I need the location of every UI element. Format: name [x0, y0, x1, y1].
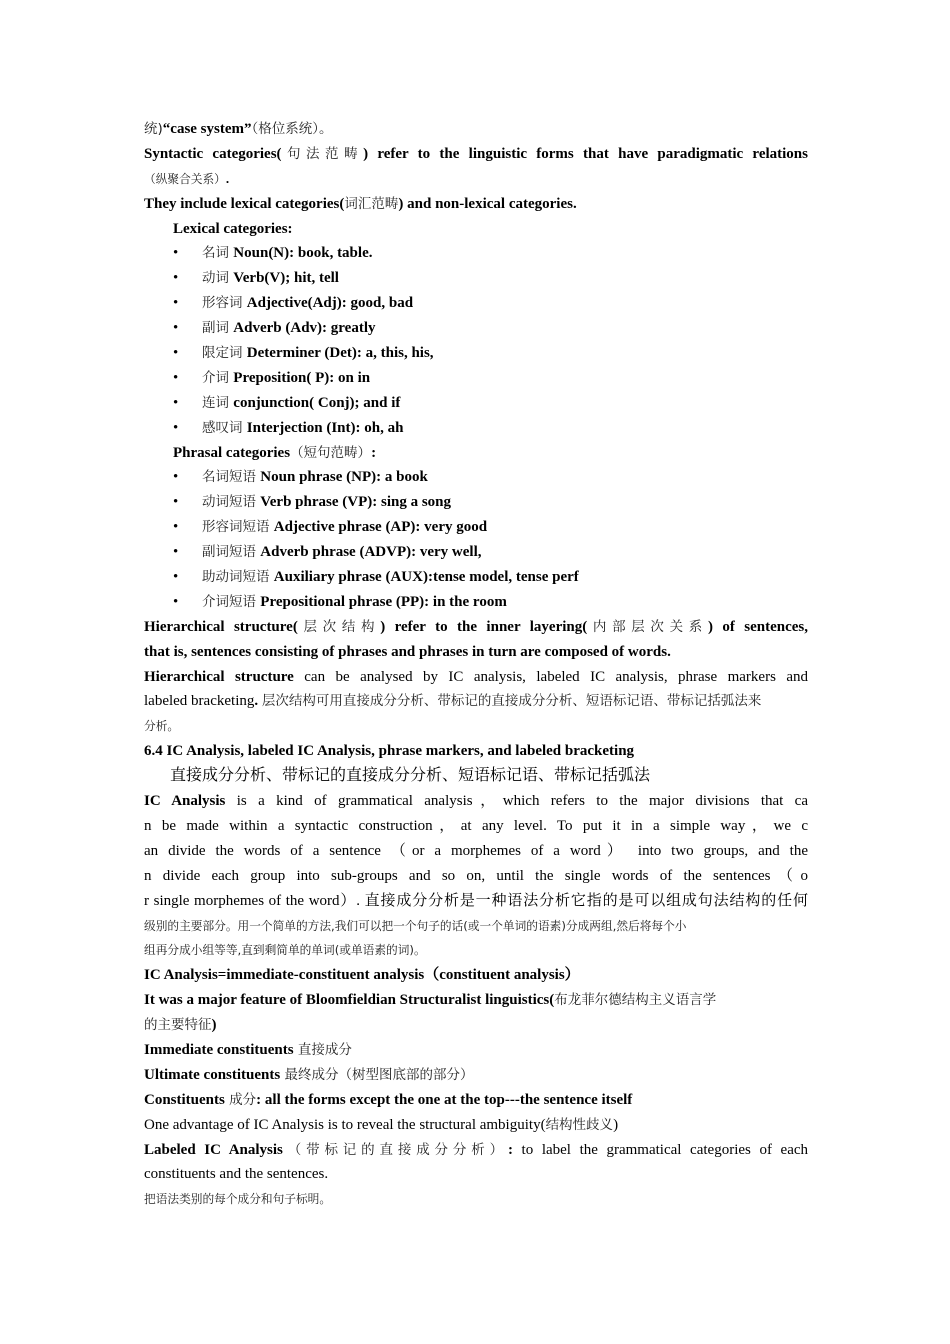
bold-text: Verb(V); hit, tell: [233, 270, 339, 287]
bullet-icon: •: [173, 345, 179, 362]
text-line: [144, 789, 808, 814]
text: labeled bracketing: [144, 693, 255, 710]
bullet-icon: •: [173, 295, 179, 312]
bold-text: Noun(N): book, table.: [233, 245, 373, 262]
bold-text: .: [225, 170, 230, 186]
text: 层次结构可用直接成分分析、带标记的直接成分分析、短语标记语、带标记括弧法来: [261, 693, 762, 710]
bold-text: : all the forms except the one at the top---the sentence itself: [256, 1091, 633, 1108]
text: 的主要特征: [144, 1017, 212, 1034]
bold-text: Labeled IC Analysis: [144, 1141, 283, 1158]
text: 介词短语: [202, 593, 261, 610]
bold-text: Adjective(Adj): good, bad: [246, 295, 414, 312]
text: n divide each group into sub-groups and so on, until the single words of the sentences（o: [144, 867, 808, 884]
text: 副词短语: [202, 544, 261, 561]
text: 分析。: [144, 719, 180, 734]
bold-text: Adverb (Adv): greatly: [233, 320, 376, 337]
text-line: [144, 1113, 808, 1138]
text: （格位系统）。: [251, 121, 333, 137]
bullet-list-item: [144, 540, 808, 565]
bold-text: Verb phrase (VP): sing a song: [260, 494, 452, 511]
text-line: [144, 689, 808, 714]
document-page: [144, 117, 808, 1212]
bullet-list-item: [144, 391, 808, 416]
text: to label the grammatical categories of each: [512, 1141, 808, 1158]
text: 动词短语: [202, 494, 261, 511]
text: 直接成分分析、带标记的直接成分分析、短语标记语、带标记括弧法: [170, 767, 651, 785]
text: 词汇范畴: [344, 195, 399, 212]
bullet-list-item: [144, 416, 808, 441]
bullet-icon: •: [173, 544, 179, 561]
text: 介词: [202, 369, 234, 386]
text-line: [144, 640, 808, 665]
bold-text: .: [254, 693, 262, 710]
text-line: [144, 117, 808, 142]
text: 副词: [202, 320, 234, 337]
bullet-icon: •: [173, 569, 179, 586]
text-line: [144, 889, 808, 914]
text-line: [144, 1187, 808, 1212]
bold-text: Preposition( P): on in: [233, 369, 371, 386]
text: 直接成分: [293, 1041, 352, 1058]
text-line: [144, 1038, 808, 1063]
bold-text: ) of sentences,: [707, 618, 808, 635]
bold-text: ) refer to the linguistic forms that have paradigmatic relations: [363, 145, 808, 162]
bullet-icon: •: [173, 593, 179, 610]
text-line: [144, 1013, 808, 1038]
bold-text: :: [507, 1141, 513, 1158]
bold-text: ) refer to the inner layering(: [380, 618, 588, 635]
text-line: [144, 739, 808, 764]
bold-text: Adverb phrase (ADVP): very well,: [260, 544, 482, 561]
bold-text: It was a major feature of Bloomfieldian Structuralist linguistics(: [144, 992, 555, 1009]
text: （纵聚合关系）: [144, 171, 226, 186]
bullet-icon: •: [173, 469, 179, 486]
bold-text: Noun phrase (NP): a book: [260, 469, 428, 486]
bold-text: Hierarchical structure(: [144, 618, 298, 635]
text: 动词: [202, 270, 234, 287]
text-line: [144, 914, 808, 939]
bullet-list-item: [144, 316, 808, 341]
text-line: [144, 864, 808, 889]
bold-text: Constituents: [144, 1091, 225, 1108]
text-line: [144, 963, 808, 988]
text-line: [144, 938, 808, 963]
bold-text: Auxiliary phrase (AUX):tense model, tense perf: [273, 569, 579, 586]
text: （带标记的直接成分分析）: [282, 1141, 508, 1158]
text-line: [144, 142, 808, 167]
bold-text: Phrasal categories: [173, 444, 291, 461]
text: 名词: [202, 245, 234, 262]
text-line: [144, 1162, 808, 1187]
text-line: [144, 764, 808, 789]
bold-text: “case system”: [162, 121, 252, 137]
bullet-list-item: [144, 241, 808, 266]
bullet-list-item: [144, 490, 808, 515]
bold-text: :: [371, 444, 377, 461]
text-line: [144, 714, 808, 739]
bold-text: They include lexical categories(: [144, 195, 345, 212]
text-line: [144, 1063, 808, 1088]
bold-text: Ultimate constituents: [144, 1066, 281, 1083]
text: 形容词: [202, 295, 247, 312]
bold-text: Immediate constituents: [144, 1041, 294, 1058]
bold-text: Syntactic categories(: [144, 145, 282, 162]
text: 感叹词: [202, 419, 247, 436]
bold-text: Hierarchical structure: [144, 668, 294, 685]
text: an divide the words of a sentence （or a morphemes of a word） into two groups, and the: [144, 842, 808, 859]
text-line: [144, 167, 808, 192]
bullet-icon: •: [173, 494, 179, 511]
bullet-icon: •: [173, 394, 179, 411]
text: ): [613, 1116, 619, 1133]
text-line: [144, 192, 808, 217]
text-line: [144, 441, 808, 466]
bullet-list-item: [144, 341, 808, 366]
text: 成分: [224, 1091, 257, 1108]
bullet-icon: •: [173, 245, 179, 262]
bold-text: Adjective phrase (AP): very good: [273, 519, 488, 536]
text: 层次结构: [297, 618, 381, 635]
text: is a kind of grammatical analysis，which refers to the major divisions that ca: [225, 793, 808, 810]
text: n be made within a syntactic construction，at any level. To put it in a simple way，we c: [144, 817, 808, 834]
bullet-list-item: [144, 515, 808, 540]
bullet-icon: •: [173, 320, 179, 337]
bullet-icon: •: [173, 419, 179, 436]
bullet-list-item: [144, 366, 808, 391]
bullet-icon: •: [173, 519, 179, 536]
text: 组再分成小组等等,直到剩简单的单词(或单语素的词)。: [144, 943, 426, 958]
text: 级别的主要部分。用一个简单的方法,我们可以把一个句子的话(或一个单词的语素)分成两组,然后将每个小: [144, 918, 687, 933]
text: 布龙菲尔德结构主义语言学: [554, 992, 717, 1009]
text: 统): [144, 121, 163, 137]
text-line: [144, 988, 808, 1013]
text: 内部层次关系: [587, 618, 708, 635]
text: 把语法类别的每个成分和句子标明。: [144, 1192, 332, 1207]
text: 名词短语: [202, 469, 261, 486]
bold-text: Interjection (Int): oh, ah: [246, 419, 404, 436]
bullet-list-item: [144, 590, 808, 615]
text: 句法范畴: [281, 145, 364, 162]
text-line: [144, 615, 808, 640]
text-line: [144, 1138, 808, 1163]
bold-text: ) and non-lexical categories.: [398, 195, 577, 212]
text: （短句范畴）: [290, 444, 372, 461]
text-line: [144, 665, 808, 690]
bullet-list-item: [144, 465, 808, 490]
bold-text: that is, sentences consisting of phrases and phrases in turn are composed of words.: [144, 643, 671, 660]
bullet-list-item: [144, 266, 808, 291]
text: can be analysed by IC analysis, labeled IC analysis, phrase markers and: [293, 668, 808, 685]
bullet-list-item: [144, 291, 808, 316]
text-line: [144, 814, 808, 839]
text: 结构性歧义: [545, 1116, 614, 1133]
bullet-icon: •: [173, 369, 179, 386]
bold-text: Determiner (Det): a, this, his,: [246, 345, 434, 362]
text: constituents and the sentences.: [144, 1166, 329, 1183]
bold-text: Lexical categories:: [173, 220, 293, 237]
bold-text: ): [211, 1017, 217, 1034]
bullet-icon: •: [173, 270, 179, 287]
bullet-list-item: [144, 565, 808, 590]
text: 助动词短语: [202, 569, 274, 586]
text: 形容词短语: [202, 519, 274, 536]
text: r single morphemes of the word）. 直接成分分析是一种语法分析它指的是可以组成句法结构的任何: [144, 892, 808, 909]
bold-text: IC Analysis=immediate-constituent analysis（constituent analysis）: [144, 967, 580, 984]
text: 最终成分（树型图底部的部分）: [280, 1066, 474, 1083]
text-line: [144, 1088, 808, 1113]
text-line: [144, 217, 808, 242]
text: 限定词: [202, 345, 247, 362]
text: 连词: [202, 394, 234, 411]
bold-text: IC Analysis: [144, 793, 226, 810]
bold-text: Prepositional phrase (PP): in the room: [260, 593, 507, 610]
text: One advantage of IC Analysis is to reveal the structural ambiguity(: [144, 1116, 546, 1133]
bold-text: 6.4 IC Analysis, labeled IC Analysis, phrase markers, and labeled bracketing: [144, 743, 635, 760]
bold-text: conjunction( Conj); and if: [233, 394, 401, 411]
text-line: [144, 839, 808, 864]
